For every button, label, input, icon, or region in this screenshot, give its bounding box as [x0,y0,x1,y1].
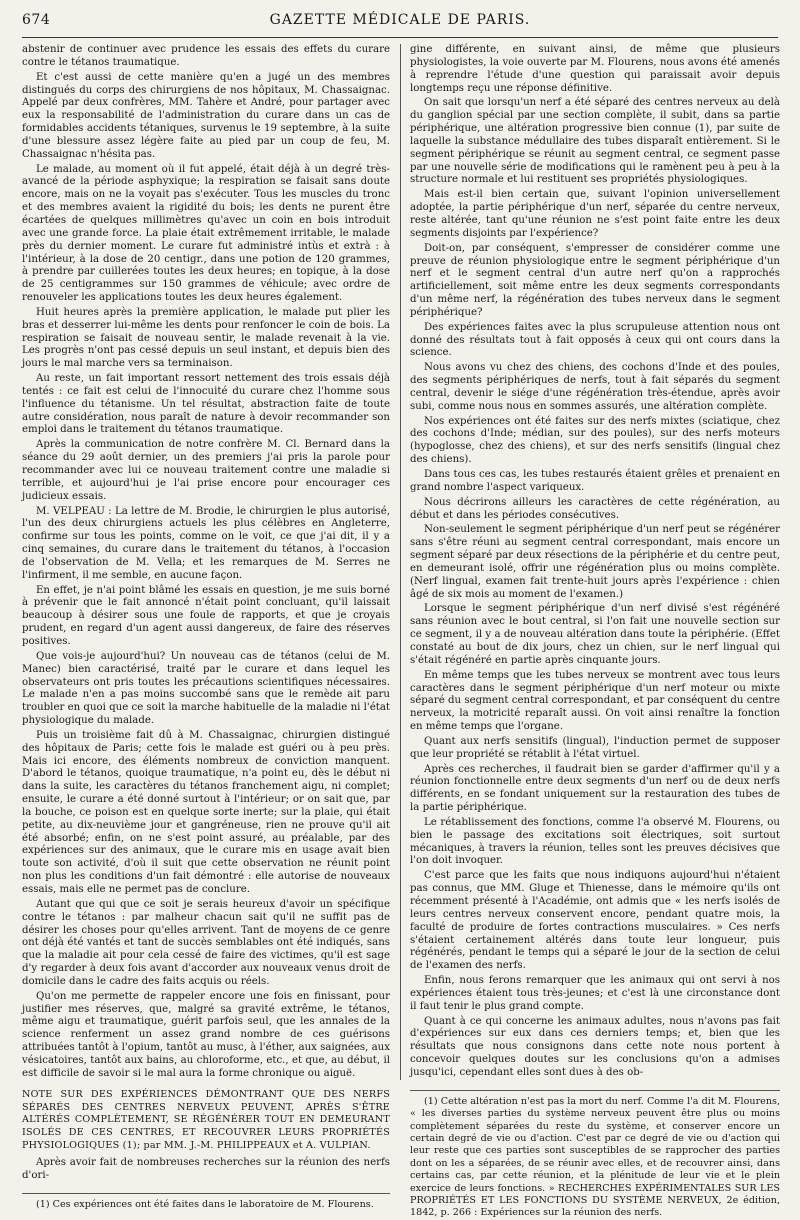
paragraph: Dans tous ces cas, les tubes restaurés étaient grêles et prenaient en grand nombre l'aspect variqueux. [410,469,780,493]
paragraph: Mais est-il bien certain que, suivant l'opinion universellement adoptée, la partie périphérique d'un nerf, séparée du centre nerveux, reste altérée, tant qu'une réunion ne s'est point faite entre les deux segments disjoints par l'expérience? [410,189,780,239]
paragraph: Lorsque le segment périphérique d'un nerf divisé s'est régénéré sans réunion avec le bout central, si l'on fait une nouvelle section sur ce segment, il y a de nouveau altération dans toute la périphérie. (Effet constaté au bout de dix jours, chez un chien, sur le nerf lingual qui s'était régénéré en partie après cinquante jours. [410,603,780,666]
paragraph: Autant que qui que ce soit je serais heureux d'avoir un spécifique contre le tétanos : par malheur chacun sait qu'il ne suffit pas de désirer les choses pour qu'elles arrivent. Tant de moyens de ce genre ont déjà été vantés et tant de succès semblables ont été indiqués, sans que la maladie ait pour cela cessé de faire des victimes, qu'il est sage d'y regarder à deux fois avant d'accorder aux nouveaux venus droit de domicile dans le cadre des faits acquis ou réels. [22,898,390,987]
paragraph: gine différente, en suivant ainsi, de même que plusieurs physiologistes, la voie ouverte par M. Flourens, nous avons été amenés à reprendre l'étude d'une question qui paraissait avoir depuis longtemps reçu une réponse définitive. [410,44,780,94]
paragraph: C'est parce que les faits que nous indiquons aujourd'hui n'étaient pas connus, que MM. Gluge et Thienesse, dans le mémoire qu'ils ont récemment présenté à l'Académie, ont admis que « les nerfs isolés de leurs centres nerveux conservent encore, pendant quatre mois, la faculté de produire de fortes contractions musculaires. » Ces nerfs s'étaient certainement altérés dans toute leur longueur, puis régénérés, pendant le temps qui a séparé le jour de la section de celui de l'examen des nerfs. [410,870,780,972]
paragraph: En même temps que les tubes nerveux se montrent avec tous leurs caractères dans le segment périphérique d'un nerf moteur ou mixte séparé du segment central correspondant, et par conséquent du centre nerveux, la motricité reparaît aussi. On voit ainsi renaître la fonction en même temps que l'organe. [410,669,780,733]
page-header [22,12,778,34]
paragraph: Quant à ce qui concerne les animaux adultes, nous n'avons pas fait d'expériences sur eux dans ces derniers temps; et, bien que les résultats que nous consignons dans cette note nous portent à concevoir quelques doutes sur les conclusions qu'on a admises jusqu'ici, cependant elles sont dues à des ob- [410,1015,780,1078]
paragraph: Puis un troisième fait dû à M. Chassaignac, chirurgien distingué des hôpitaux de Paris; cette fois le malade est guéri ou à peu près. Mais ici encore, des éléments nombreux de conviction manquent. D'abord le tétanos, quoique traumatique, n'a point eu, dès le début ni dans la suite, les caractères du tétanos franchement aigu, ni complet; ensuite, le curare a été donné surtout à l'intérieur; or on sait que, par la bouche, ce poison est en quelque sorte inerte; sur la plaie, qui était petite, au dix-neuvième jour et gangréneuse, rien ne prouve qu'il ait été absorbé; enfin, on ne s'est point assuré, au préalable, par des expériences sur des animaux, que le curare mis en usage avait bien toute son activité, d'où il suit que cette observation ne réunit point non plus les conditions d'un fait démontré : elle autorise de nouveaux essais, mais elle ne permet pas de conclure. [22,729,390,895]
footnote: (1) Cette altération n'est pas la mort du nerf. Comme l'a dit M. Flourens, « les diverses parties du système nerveux peuvent être plus ou moins complètement séparées du reste du système, et conserver encore un certain degré de vie ou d'action. C'est par ce degré de vie ou d'action qui leur reste que ces parties sont susceptibles de se rapprocher des parties dont on les a séparées, de se réunir avec elles, et de recouvrer ainsi, dans certains cas, par cette réunion, et la plénitude de leur vie et le plein exercice de leurs fonctions. » RECHERCHES EXPÉRIMENTALES SUR LES PROPRIÉTÉS ET LES FONCTIONS DU SYSTÈME NERVEUX, 2e édition, 1842, p. 266 : Expériences sur la réunion des nerfs. [410,1095,780,1219]
note-title: NOTE SUR DES EXPÉRIENCES DÉMONTRANT QUE DES NERFS SÉPARÉS DES CENTRES NERVEUX PEUVENT, APRÈS S'ÊTRE ALTÉRÉS COMPLÈTEMENT, SE RÉGÉNÉRER TOUT EN DEMEURANT ISOLÉS DE CES CENTRES, ET RECOUVRER LEURS PROPRIÉTÉS PHYSIOLOGIQUES (1); par MM. J.-M. PHILIPPEAUX et A. VULPIAN. [22,1088,390,1152]
column-divider [400,44,401,1080]
journal-title: GAZETTE MÉDICALE DE PARIS. [269,12,531,28]
paragraph: Non-seulement le segment périphérique d'un nerf peut se régénérer sans s'être réuni au segment central correspondant, mais encore un segment séparé par deux résections de la périphérie et du centre peut, en demeurant isolé, offrir une régénération plus ou moins complète. (Nerf lingual, examen fait trente-huit jours après l'expérience : chien âgé de six mois au moment de l'examen.) [410,524,780,600]
footnote-rule [22,1193,390,1194]
paragraph: Des expériences faites avec la plus scrupuleuse attention nous ont donné des résultats tout à fait opposés à ceux qui ont cours dans la science. [410,321,780,359]
paragraph: Et c'est aussi de cette manière qu'en a jugé un des membres distingués du corps des chirurgiens de nos hôpitaux, M. Chassaignac. Appelé par deux confrères, MM. Tahère et André, pour partager avec eux la responsabilité de l'administration du curare dans un cas de formidables accidents tétaniques, survenus le 19 septembre, à la suite d'une blessure assez légère faite au pied par un coup de feu, M. Chassaignac n'hésita pas. [22,71,390,160]
paragraph: Après ces recherches, il faudrait bien se garder d'affirmer qu'il y a réunion fonctionnelle entre deux segments d'un nerf ou de deux nerfs différents, en se fondant uniquement sur la restauration des tubes de la partie périphérique. [410,763,780,814]
paragraph: On sait que lorsqu'un nerf a été séparé des centres nerveux au delà du ganglion spécial par une section complète, il subit, dans sa partie périphérique, une altération progressive bien connue (1), par suite de laquelle la substance médullaire des tubes disparaît entièrement. Si le segment périphérique se réunit au segment central, ce segment passe par une nouvelle série de modifications qui le ramènent peu à peu à la structure normale et lui restituent ses propriétés physiologiques. [410,97,780,186]
paragraph: Après la communication de notre confrère M. Cl. Bernard dans la séance du 29 août dernier, un des premiers j'ai pris la parole pour recommander avec lui ce nouveau traitement contre une maladie si terrible, et aujourd'hui je l'ai prise encore pour encourager ces judicieux essais. [22,439,390,502]
left-column [22,44,390,1210]
paragraph: M. VELPEAU : La lettre de M. Brodie, le chirurgien le plus autorisé, l'un des deux chirurgiens actuels les plus célèbres en Angleterre, confirme sur tous les points, comme on le voit, ce que j'ai dit, il y a cinq semaines, du curare dans le traitement du tétanos, à l'occasion de l'observation de M. Vella; et les remarques de M. Serres ne l'infirment, il me semble, en aucune façon. [22,505,390,581]
paragraph: Nous avons vu chez des chiens, des cochons d'Inde et des poules, des segments périphériques de nerfs, tout à fait séparés du segment central, devenir le siége d'une régénération très-étendue, après avoir subi, comme nous nous en sommes assurés, une altération complète. [410,362,780,412]
paragraph: abstenir de continuer avec prudence les essais des effets du curare contre le tétanos traumatique. [22,44,390,68]
footnote: (1) Ces expériences ont été faites dans le laboratoire de M. Flourens. [36,1198,374,1210]
paragraph: Doit-on, par conséquent, s'empresser de considérer comme une preuve de réunion physiologique entre le segment périphérique d'un nerf et le segment central d'un autre nerf qu'on a rapprochés artificiellement, soit même entre les deux segments correspondants d'un même nerf, la régénération des tubes nerveux dans le segment périphérique? [410,242,780,318]
header-rule [22,37,778,38]
paragraph: Que vois-je aujourd'hui? Un nouveau cas de tétanos (celui de M. Manec) bien caractérisé, traité par le curare et dans lequel les observateurs ont pris toutes les précautions scientifiques nécessaires. Le malade n'en a pas moins succombé sans que le remède ait paru troubler en quoi que ce soit la marche habituelle de la maladie ni l'état physiologique du malade. [22,650,390,727]
paragraph: Enfin, nous ferons remarquer que les animaux qui ont servi à nos expériences étaient tous très-jeunes; et c'est là une circonstance dont il faut tenir le plus grand compte. [410,975,780,1012]
paragraph: Nos expériences ont été faites sur des nerfs mixtes (sciatique, chez des cochons d'Inde; médian, sur des poules), sur des nerfs moteurs (hypoglosse, chez des chiens), et sur des nerfs sensitifs (lingual chez des chiens). [410,415,780,466]
paragraph: Après avoir fait de nombreuses recherches sur la réunion des nerfs d'ori- [22,1156,390,1181]
paragraph: Qu'on me permette de rappeler encore une fois en finissant, pour justifier mes réserves, que, malgré sa gravité extrême, le tétanos, même aigu et traumatique, guérit parfois seul, que les annales de la science renferment un assez grand nombre de ces guérisons attribuées tantôt à l'opium, tantôt au musc, à l'éther, aux saignées, aux vésicatoires, tantôt aux bains, au chloroforme, etc., et que, au début, il est difficile de savoir si le mal aura la forme chronique ou aiguë. [22,990,390,1079]
paragraph: Au reste, un fait important ressort nettement des trois essais déjà tentés : ce fait est celui de l'innocuité du curare chez l'homme sous l'influence du tétanisme. Un tel résultat, abstraction faite de toute autre considération, nous paraît de nature à devoir recommander son emploi dans le traitement du tétanos traumatique. [22,373,390,436]
paragraph: Huit heures après la première application, le malade put plier les bras et desserrer lui-même les dents pour renfoncer le coin de bois. La respiration se faisait de nouveau sentir, le malade revenait à la vie. Les progrès n'ont pas cessé depuis un seul instant, et depuis bien des jours le mal marche vers sa terminaison. [22,306,390,370]
paragraph: Le rétablissement des fonctions, comme l'a observé M. Flourens, ou bien le passage des excitations soit électriques, soit surtout mécaniques, à travers la réunion, telles sont les preuves décisives que l'on doit invoquer. [410,816,780,867]
page-number: 674 [22,12,51,28]
right-column [410,44,780,1219]
paragraph: Quant aux nerfs sensitifs (lingual), l'induction permet de supposer que leur propriété se rétablit à l'état virtuel. [410,735,780,760]
footnote-rule [410,1090,780,1091]
paragraph: Le malade, au moment où il fut appelé, était déjà à un degré très-avancé de la période asphyxique; la respiration se faisait sans doute encore, mais on ne la voyait pas s'exécuter. Tous les muscles du tronc et des membres avaient la rigidité du bois; les dents ne purent être écartées de quelques millimètres qu'avec un coin en bois introduit avec une grande force. La plaie était extrêmement irritable, le malade près du dernier moment. Le curare fut administré intùs et extrà : à l'intérieur, à la dose de 20 centigr., dans une potion de 120 grammes, à prendre par cuillerées toutes les deux heures; en topique, à la dose de 25 centigrammes sur 150 grammes de véhicule; avec ordre de renouveler les applications toutes les deux heures également. [22,163,390,304]
paragraph: En effet, je n'ai point blâmé les essais en question, je me suis borné à prévenir que le fait annoncé n'était point concluant, qu'il laissait beaucoup à désirer sous une foule de rapports, et que je croyais prudent, en regard d'un agent aussi dangereux, de faire des réserves positives. [22,584,390,647]
paragraph: Nous décrirons ailleurs les caractères de cette régénération, au début et dans les périodes consécutives. [410,496,780,521]
